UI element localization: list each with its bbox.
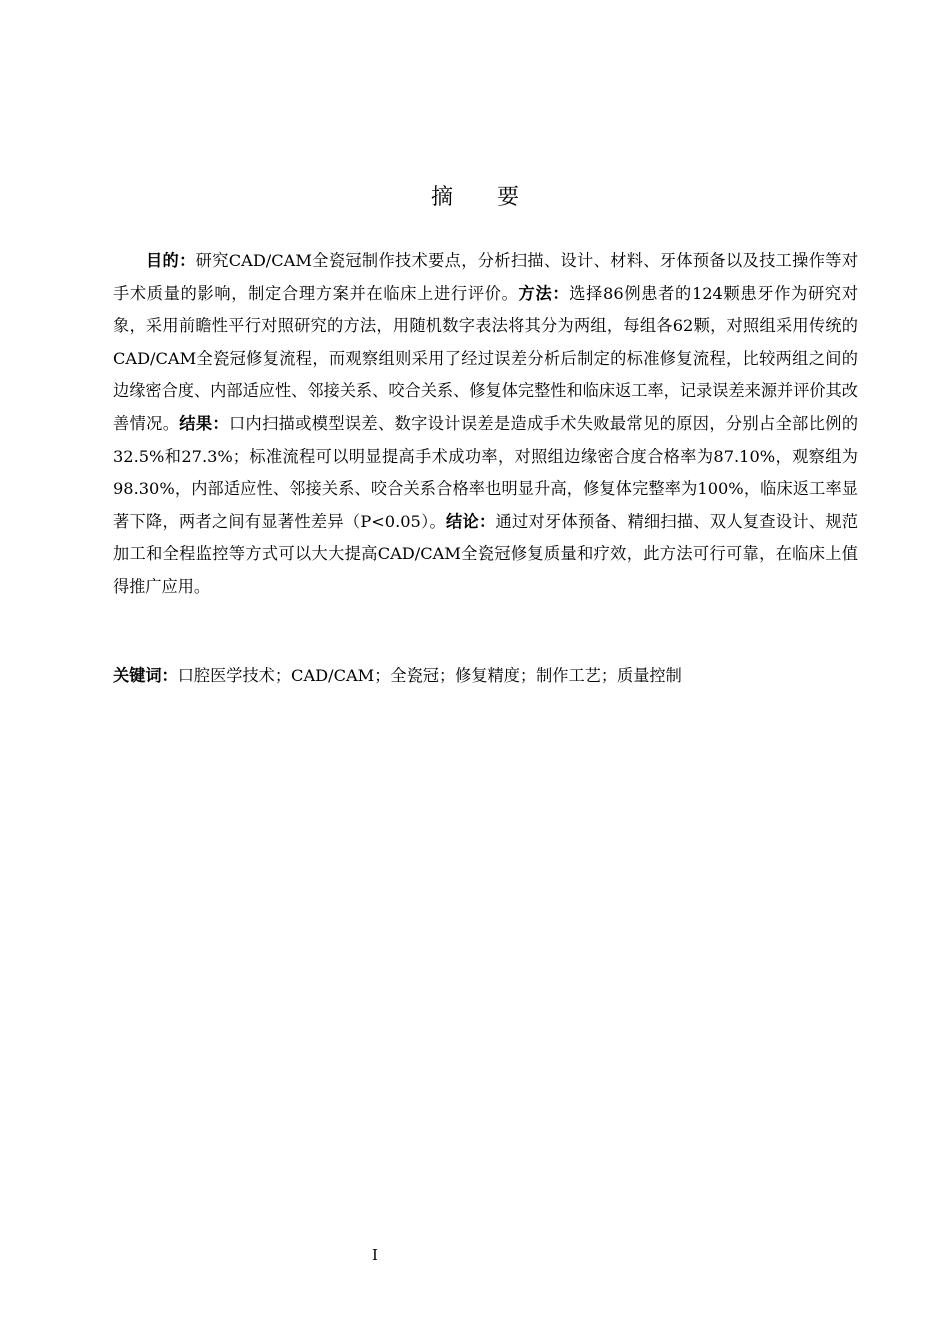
result-text: 口内扫描或模型误差、数字设计误差是造成手术失败最常见的原因，分别占全部比例的32.5%和27.3%；标准流程可以明显提高手术成功率，对照组边缘密合度合格率为87.10%，观察组为98.30%，内部适应性、邻接关系、咬合关系合格率也明显升高，修复体完整率为100%，临床返工率显著下降，两者之间有显著性差异（P<0.05）。 <box>113 413 859 531</box>
objective-label: 目的： <box>146 251 196 270</box>
objective-text: 研究CAD/CAM全瓷冠制作技术要点，分析扫描、设计、材料、牙体预备以及技工操作等对手术质量的影响，制定合理方案并在临床上进行评价。 <box>113 251 859 303</box>
page-number: I <box>372 1246 378 1264</box>
conclusion-label: 结论： <box>446 511 496 531</box>
conclusion-text: 通过对牙体预备、精细扫描、双人复查设计、规范加工和全程监控等方式可以大大提高CAD/CAM全瓷冠修复质量和疗效，此方法可行可靠，在临床上值得推广应用。 <box>113 511 859 596</box>
title-char-2: 要 <box>497 185 520 210</box>
keywords-line <box>113 660 858 692</box>
result-label: 结果： <box>179 413 229 433</box>
page-title <box>0 180 950 211</box>
method-text: 选择86例患者的124颗患牙作为研究对象，采用前瞻性平行对照研究的方法，用随机数字表法将其分为两组，每组各62颗，对照组采用传统的CAD/CAM全瓷冠修复流程，而观察组则采用了经过误差分析后制定的标准修复流程，比较两组之间的边缘密合度、内部适应性、邻接关系、咬合关系、修复体完整性和临床返工率，记录误差来源并评价其改善情况。 <box>113 283 859 433</box>
method-label: 方法： <box>518 283 570 303</box>
title-char-1: 摘 <box>430 185 453 210</box>
keywords-label: 关键词： <box>113 666 178 685</box>
abstract-paragraph <box>113 245 858 604</box>
keywords-text: 口腔医学技术；CAD/CAM；全瓷冠；修复精度；制作工艺；质量控制 <box>177 666 682 685</box>
